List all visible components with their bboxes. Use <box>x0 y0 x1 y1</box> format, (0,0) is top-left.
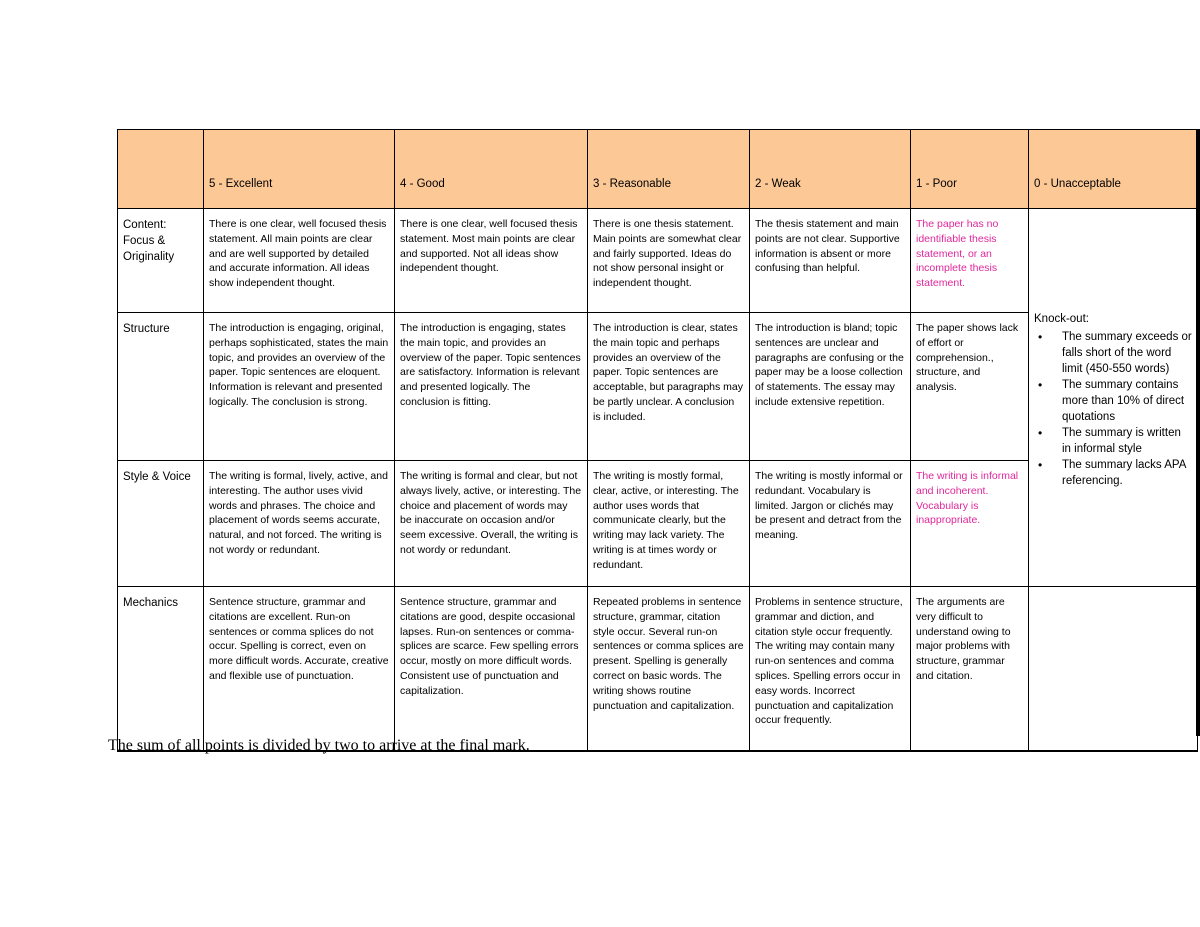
footnote: The sum of all points is divided by two to arrive at the final mark. <box>108 737 530 754</box>
header-level-0: 0 - Unacceptable <box>1029 130 1198 209</box>
row-mechanics <box>118 587 1198 751</box>
cell-style-5: The writing is formal, lively, active, and interesting. The author uses vivid words and phrases. The choice and placement of words seems accurate, natural, and not forced. The writing is not wordy or redundant. <box>204 461 395 587</box>
row-label-line: Content: <box>123 219 167 231</box>
cell-content-1: The paper has no identifiable thesis statement, or an incomplete thesis statement. <box>911 209 1029 313</box>
cell-mechanics-2: Problems in sentence structure, grammar and diction, and citation style occur frequently. The writing may contain many run-on sentences and comma splices. Spelling errors occur in easy words. Incorrect punctuation and capitalization occur frequently. <box>750 587 911 751</box>
header-level-4: 4 - Good <box>395 130 588 209</box>
knockout-item: • The summary lacks APA referencing. <box>1062 457 1192 489</box>
header-row <box>118 130 1198 209</box>
row-label-mechanics: Mechanics <box>118 587 204 751</box>
row-label-structure: Structure <box>118 313 204 461</box>
cell-structure-1: The paper shows lack of effort or comprehension., structure, and analysis. <box>911 313 1029 461</box>
knockout-title: Knock-out: <box>1034 312 1089 325</box>
header-level-2: 2 - Weak <box>750 130 911 209</box>
cell-mechanics-5: Sentence structure, grammar and citations are excellent. Run-on sentences or comma splices do not occur. Spelling is correct, even on more difficult words. Accurate, creative and flexible use of punctuation. <box>204 587 395 751</box>
cell-content-5: There is one clear, well focused thesis statement. All main points are clear and are well supported by detailed and accurate information. All ideas show independent thought. <box>204 209 395 313</box>
cell-structure-2: The introduction is bland; topic sentences are unclear and paragraphs are confusing or the paper may be a loose collection of statements. The essay may include extensive repetition. <box>750 313 911 461</box>
cell-style-4: The writing is formal and clear, but not always lively, active, or interesting. The choice and placement of words may be inaccurate on occasion and/or seem excessive. Overall, the writing is not wordy or redundant. <box>395 461 588 587</box>
knockout-list <box>1034 329 1192 489</box>
cell-style-2: The writing is mostly informal or redundant. Vocabulary is limited. Jargon or clichés may be present and detract from the meaning. <box>750 461 911 587</box>
header-corner-cell <box>118 130 204 209</box>
cell-style-3: The writing is mostly formal, clear, active, or interesting. The author uses words that communicate clearly, but the writing may lack variety. The writing is at times wordy or redundant. <box>588 461 750 587</box>
row-content <box>118 209 1198 313</box>
cell-content-2: The thesis statement and main points are not clear. Supportive information is absent or more confusing than helpful. <box>750 209 911 313</box>
knockout-item: • The summary is written in informal style <box>1062 425 1192 457</box>
row-label-line: Originality <box>123 251 175 263</box>
rubric-table <box>117 129 1198 752</box>
header-level-3: 3 - Reasonable <box>588 130 750 209</box>
header-level-5: 5 - Excellent <box>204 130 395 209</box>
knockout-item: • The summary contains more than 10% of direct quotations <box>1062 377 1192 425</box>
cell-structure-5: The introduction is engaging, original, perhaps sophisticated, states the main topic, and provides an overview of the paper. Topic sentences are eloquent. Information is relevant and presented logically. The conclusion is strong. <box>204 313 395 461</box>
table-right-edge <box>1196 129 1200 736</box>
cell-content-4: There is one clear, well focused thesis statement. Most main points are clear and supported. Not all ideas show independent thought. <box>395 209 588 313</box>
cell-mechanics-3: Repeated problems in sentence structure, grammar, citation style occur. Several run-on sentences or comma splices are present. Spelling is generally correct on basic words. The writing shows routine punctuation and capitalization. <box>588 587 750 751</box>
row-label-content <box>118 209 204 313</box>
knockout-item: • The summary exceeds or falls short of the word limit (450-550 words) <box>1062 329 1192 377</box>
cell-mechanics-4: Sentence structure, grammar and citations are good, despite occasional lapses. Run-on sentences or comma-splices are scarce. Few spelling errors occur, mostly on more difficult words. Consistent use of punctuation and capitalization. <box>395 587 588 751</box>
cell-style-1: The writing is informal and incoherent. Vocabulary is inappropriate. <box>911 461 1029 587</box>
knockout-cell <box>1029 209 1198 587</box>
cell-mechanics-1: The arguments are very difficult to understand owing to major problems with structure, grammar and citation. <box>911 587 1029 751</box>
row-label-line: Focus & <box>123 235 166 247</box>
cell-mechanics-0 <box>1029 587 1198 751</box>
cell-structure-4: The introduction is engaging, states the main topic, and provides an overview of the paper. Topic sentences are satisfactory. Information is relevant and presented logically. The conclusion is fitting. <box>395 313 588 461</box>
header-level-1: 1 - Poor <box>911 130 1029 209</box>
cell-structure-3: The introduction is clear, states the main topic and perhaps provides an overview of the paper. Topic sentences are acceptable, but paragraphs may be partly unclear. A conclusion is included. <box>588 313 750 461</box>
cell-content-3: There is one thesis statement. Main points are somewhat clear and fairly supported. Ideas do not show personal insight or independent thought. <box>588 209 750 313</box>
row-label-style-voice: Style & Voice <box>118 461 204 587</box>
